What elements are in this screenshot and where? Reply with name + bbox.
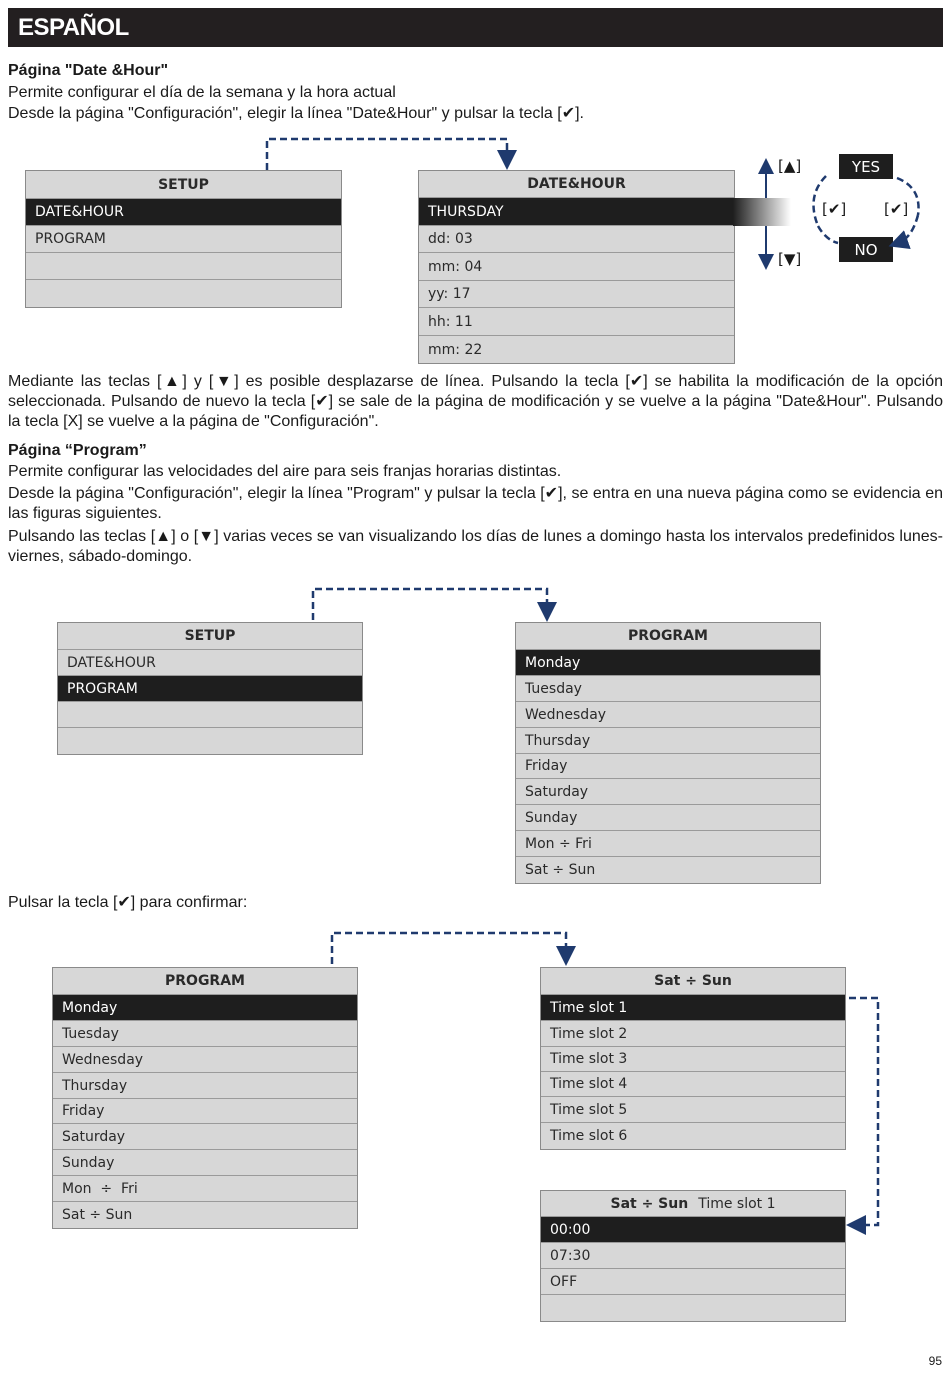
connector-timeslot-to-detail xyxy=(849,998,878,1225)
date-hour-title: DATE&HOUR xyxy=(419,171,734,198)
check-key-left[interactable]: [✔] xyxy=(822,200,847,218)
date-hour-row-yy[interactable]: yy: 17 xyxy=(419,281,734,308)
header-title: ESPAÑOL xyxy=(18,14,129,41)
program-title: PROGRAM xyxy=(53,968,357,995)
program-row-monday[interactable]: Monday xyxy=(516,650,820,676)
section-heading-date-hour: Página "Date &Hour" xyxy=(8,62,169,79)
date-hour-row-min[interactable]: mm: 22 xyxy=(428,341,483,358)
date-hour-row-day[interactable]: THURSDAY xyxy=(419,198,734,226)
connector-setup-to-program xyxy=(313,589,547,620)
down-key[interactable]: [▼] xyxy=(778,250,802,268)
program-row-tuesday[interactable]: Tuesday xyxy=(53,1021,357,1047)
sat-sun-title: Sat ÷ Sun xyxy=(541,968,845,995)
setup-title: SETUP xyxy=(26,171,341,199)
program-row-wednesday[interactable]: Wednesday xyxy=(516,702,820,728)
time-slot-speed[interactable]: OFF xyxy=(541,1269,845,1295)
page-number: 95 xyxy=(928,1354,942,1368)
section2-line1: Permite configurar las velocidades del aire para seis franjas horarias distintas. xyxy=(8,463,562,480)
setup-row-program[interactable]: PROGRAM xyxy=(26,226,341,253)
program-row-mon-fri[interactable]: Mon ÷ Fri xyxy=(53,1176,357,1202)
section1-line2: Desde la página "Configuración", elegir la línea "Date&Hour" y pulsar la tecla [✔]. xyxy=(8,105,584,122)
program-row-sat-sun[interactable]: Sat ÷ Sun xyxy=(525,862,596,878)
section-heading-program: Página “Program” xyxy=(8,442,147,459)
arc-no-right xyxy=(898,215,918,243)
time-slot-1[interactable]: Time slot 1 xyxy=(541,995,845,1021)
up-key[interactable]: [▲] xyxy=(778,157,802,175)
date-hour-row-dd[interactable]: dd: 03 xyxy=(419,226,734,253)
arc-yes-left xyxy=(814,176,827,226)
program-row-wednesday[interactable]: Wednesday xyxy=(53,1047,357,1073)
setup-row-program[interactable]: PROGRAM xyxy=(58,676,362,702)
arc-yes-right xyxy=(897,178,919,215)
confirm-text: Pulsar la tecla [✔] para confirmar: xyxy=(8,894,248,911)
connector-setup-to-datehour xyxy=(267,139,507,170)
setup-row-date-hour[interactable]: DATE&HOUR xyxy=(58,650,362,676)
program-row-thursday[interactable]: Thursday xyxy=(53,1073,357,1099)
setup-title: SETUP xyxy=(58,623,362,650)
program-row-tuesday[interactable]: Tuesday xyxy=(516,676,820,702)
date-hour-row-mm[interactable]: mm: 04 xyxy=(419,253,734,281)
time-slot-end[interactable]: 07:30 xyxy=(541,1243,845,1269)
yes-button[interactable]: YES xyxy=(839,154,893,179)
program-row-sunday[interactable]: Sunday xyxy=(53,1150,357,1176)
program-row-monday[interactable]: Monday xyxy=(53,995,357,1021)
time-slot-4[interactable]: Time slot 4 xyxy=(541,1072,845,1097)
section1-line1: Permite configurar el día de la semana y la hora actual xyxy=(8,84,396,101)
time-slot-6[interactable]: Time slot 6 xyxy=(550,1128,628,1144)
section2-line2: Desde la página "Configuración", elegir la línea "Program" y pulsar la tecla [✔], se entra en una nueva página como se evidencia en las figuras siguientes. xyxy=(8,485,943,522)
no-button[interactable]: NO xyxy=(839,237,893,262)
time-slot-3[interactable]: Time slot 3 xyxy=(541,1047,845,1072)
program-row-sunday[interactable]: Sunday xyxy=(516,805,820,831)
arc-no-left xyxy=(818,226,838,243)
date-hour-row-hh[interactable]: hh: 11 xyxy=(419,308,734,336)
program-title: PROGRAM xyxy=(516,623,820,650)
program-row-saturday[interactable]: Saturday xyxy=(53,1124,357,1150)
check-key-right[interactable]: [✔] xyxy=(884,200,909,218)
time-slot-detail-subtitle: Time slot 1 xyxy=(698,1195,776,1212)
navigation-paragraph: Mediante las teclas [▲] y [▼] es posible desplazarse de línea. Pulsando la tecla [✔] se habilita la modificación de la opción seleccionada. Pulsando de nuevo la tecla [✔] se sale de la página de modificación y se vuelve a la página "Date&Hour". Pulsando la tecla [X] se vuelve a la página de "Configuración". xyxy=(8,373,943,430)
time-slot-2[interactable]: Time slot 2 xyxy=(541,1021,845,1047)
program-row-friday[interactable]: Friday xyxy=(516,754,820,779)
program-row-mon-fri[interactable]: Mon ÷ Fri xyxy=(516,831,820,857)
program-row-saturday[interactable]: Saturday xyxy=(516,779,820,805)
time-slot-5[interactable]: Time slot 5 xyxy=(541,1097,845,1123)
program-row-thursday[interactable]: Thursday xyxy=(516,728,820,754)
setup-row-date-hour[interactable]: DATE&HOUR xyxy=(26,199,341,226)
time-slot-detail-title-main: Sat ÷ Sun xyxy=(610,1195,689,1212)
connector-program-to-satsun xyxy=(332,933,566,964)
program-row-friday[interactable]: Friday xyxy=(53,1099,357,1124)
section2-line3: Pulsando las teclas [▲] o [▼] varias veces se van visualizando los días de lunes a domingo hasta los intervalos predefinidos lunes-viernes, sábado-domingo. xyxy=(8,528,943,565)
program-row-sat-sun[interactable]: Sat ÷ Sun xyxy=(62,1207,133,1223)
time-slot-start[interactable]: 00:00 xyxy=(541,1217,845,1243)
